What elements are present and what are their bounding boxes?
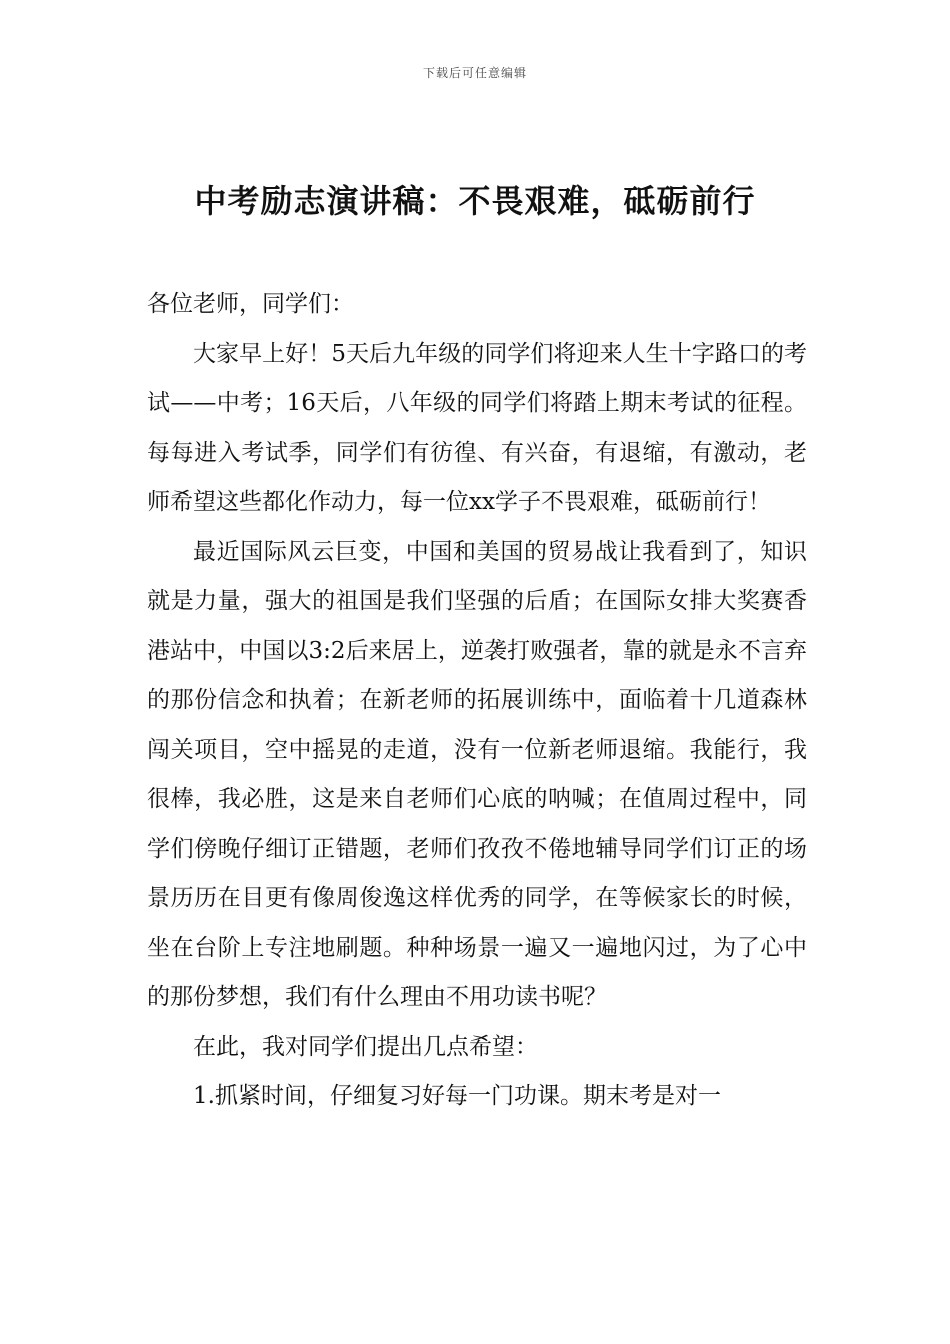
paragraph-2: 最近国际风云巨变，中国和美国的贸易战让我看到了，知识就是力量，强大的祖国是我们坚强的后盾；在国际女排大奖赛香港站中，中国以3:2后来居上，逆袭打败强者，靠的就是永不言弃的那份信念和执着；在新老师的拓展训练中，面临着十几道森林闯关项目，空中摇晃的走道，没有一位新老师退缩。我能行，我很棒，我必胜，这是来自老师们心底的呐喊；在值周过程中，同学们傍晚仔细订正错题，老师们孜孜不倦地辅导同学们订正的场景历历在目更有像周俊逸这样优秀的同学，在等候家长的时候，坐在台阶上专注地刷题。种种场景一遍又一遍地闪过，为了心中的那份梦想，我们有什么理由不用功读书呢？ xyxy=(147,538,807,1010)
document-body xyxy=(147,280,807,1122)
paragraph-3: 在此，我对同学们提出几点希望： xyxy=(193,1033,538,1060)
salutation: 各位老师，同学们： xyxy=(147,291,354,317)
paragraph-4: 1.抓紧时间，仔细复习好每一门功课。期末考是对一 xyxy=(193,1083,721,1109)
paragraph-1: 大家早上好！5天后九年级的同学们将迎来人生十字路口的考试——中考；16天后，八年级的同学们将踏上期末考试的征程。每每进入考试季，同学们有彷徨、有兴奋，有退缩，有激动，老师希望这些都化作动力，每一位xx学子不畏艰难，砥砺前行！ xyxy=(147,340,807,515)
header-note: 下载后可任意编辑 xyxy=(422,66,527,80)
document-title: 中考励志演讲稿：不畏艰难，砥砺前行 xyxy=(194,182,756,220)
